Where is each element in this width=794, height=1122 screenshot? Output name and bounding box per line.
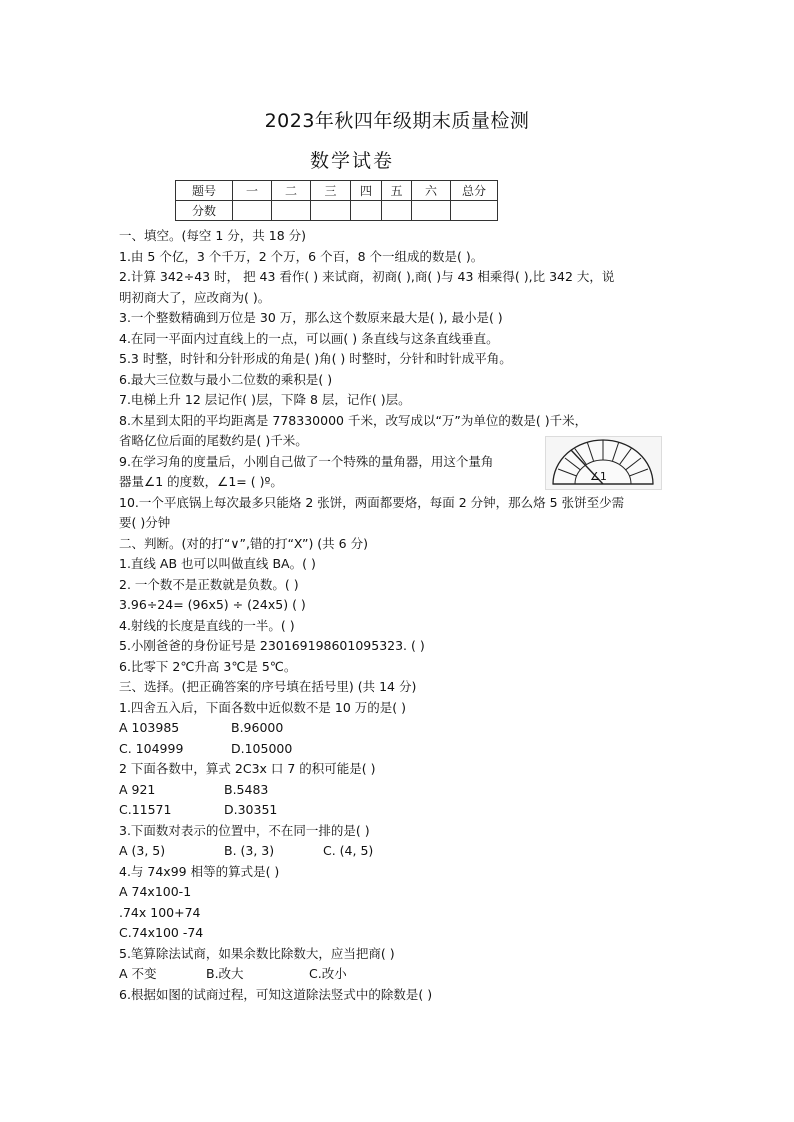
section-heading: 二、判断。(对的打“∨”,错的打“X”) (共 6 分) [119,535,368,551]
score-blank-cell[interactable] [311,201,351,221]
option: D.105000 [231,740,293,756]
option: A 921 [119,781,156,797]
option: B.改大 [206,966,244,981]
score-cell: 二 [272,181,311,201]
score-blank-cell[interactable] [272,201,311,221]
question-text: 1.由 5 个亿，3 个千万，2 个万，6 个百，8 个一组成的数是( )。 [119,248,484,264]
question-text: 1.直线 AB 也可以叫做直线 BA。( ) [119,556,316,571]
question-text: 10.一个平底锅上每次最多只能烙 2 张饼，两面都要烙，每面 2 分钟，那么烙 5 张饼至少需 [119,494,625,510]
option-row [119,780,694,801]
question-text: 5.笔算除法试商，如果余数比除数大，应当把商( ) [119,945,395,961]
question-text: 7.电梯上升 12 层记作( )层，下降 8 层，记作( )层。 [119,392,411,407]
question-text: 8.木星到太阳的平均距离是 778330000 千米，改写成以“万”为单位的数是( )千米， [119,412,588,428]
question-text: 5.小刚爸爸的身份证号是 230169198601095323. ( ) [119,638,425,653]
exam-subtitle: 数学试卷 [310,150,395,172]
question-text: 6.最大三位数与最小二位数的乘积是( ) [119,371,333,387]
question-text: 2. 一个数不是正数就是负数。( ) [119,576,299,592]
score-cell: 六 [412,181,451,201]
score-blank-cell[interactable] [451,201,498,221]
question-text: 6.比零下 2℃升高 3℃是 5℃。 [119,658,297,674]
option: B.96000 [231,720,284,735]
score-cell: 四 [351,181,382,201]
question-text: 9.在学习角的度量后，小刚自己做了一个特殊的量角器，用这个量角 [119,453,494,469]
score-cell: 题号 [176,181,233,201]
option: .74x 100+74 [119,904,201,920]
question-text: 1.四舍五入后，下面各数中近似数不是 10 万的是( ) [119,699,407,715]
score-row-label: 分数 [176,201,233,221]
exam-title: 2023年秋四年级期末质量检测 [264,110,530,132]
protractor-figure [545,436,662,490]
question-text: 明初商大了，应改商为( )。 [119,289,271,305]
score-cell: 三 [311,181,351,201]
question-text: 3.96÷24= (96x5) ÷ (24x5) ( ) [119,597,306,612]
score-cell: 五 [382,181,412,201]
option: C. (4, 5) [323,843,374,858]
question-text: 省略亿位后面的尾数约是( )千米。 [119,433,308,448]
option: B.5483 [224,781,269,797]
option-row [119,964,694,985]
option: A 103985 [119,720,180,735]
score-blank-cell[interactable] [382,201,412,221]
question-text: 4.射线的长度是直线的一半。( ) [119,617,295,633]
question-text: 器量∠1 的度数，∠1= ( )º。 [119,474,283,489]
score-blank-cell[interactable] [412,201,451,221]
question-text: 要( )分钟 [119,515,171,530]
question-text: 6.根据如图的试商过程，可知这道除法竖式中的除数是( ) [119,986,433,1002]
score-table [175,180,498,221]
score-cell: 总分 [451,181,498,201]
question-text: 3.下面数对表示的位置中，不在同一排的是( ) [119,822,370,838]
question-text: 4.在同一平面内过直线上的一点，可以画( ) 条直线与这条直线垂直。 [119,330,499,346]
option: A 不变 [119,966,157,981]
question-text: 2 下面各数中，算式 2C3x 口 7 的积可能是( ) [119,761,376,776]
score-blank-cell[interactable] [351,201,382,221]
section-heading: 一、填空。(每空 1 分，共 18 分) [119,228,307,243]
score-table-score-row [176,201,498,221]
exam-body [119,226,694,1005]
option: A (3, 5) [119,843,166,858]
question-text: 5.3 时整，时针和分针形成的角是( )角( ) 时整时，分针和时针成平角。 [119,351,512,366]
score-blank-cell[interactable] [233,201,272,221]
option-row [119,739,694,760]
option: C.改小 [309,966,347,981]
option: A 74x100-1 [119,884,192,899]
option: B. (3, 3) [224,843,275,858]
section-heading: 三、选择。(把正确答案的序号填在括号里) (共 14 分) [119,679,417,694]
option-row [119,841,694,862]
option: C.11571 [119,802,172,817]
option-row [119,800,694,821]
option: C.74x100 -74 [119,925,204,940]
score-table-header-row [176,181,498,201]
angle-label: ∠1 [590,470,607,483]
question-text: 3.一个整数精确到万位是 30 万，那么这个数原来最大是( ), 最小是( ) [119,310,503,325]
question-text: 2.计算 342÷43 时， 把 43 看作( ) 来试商，初商( ),商( )与 43 相乘得( ),比 342 大，说 [119,269,615,284]
score-cell: 一 [233,181,272,201]
option-row [119,718,694,739]
option: D.30351 [224,802,278,817]
question-text: 4.与 74x99 相等的算式是( ) [119,863,280,879]
option: C. 104999 [119,740,184,756]
